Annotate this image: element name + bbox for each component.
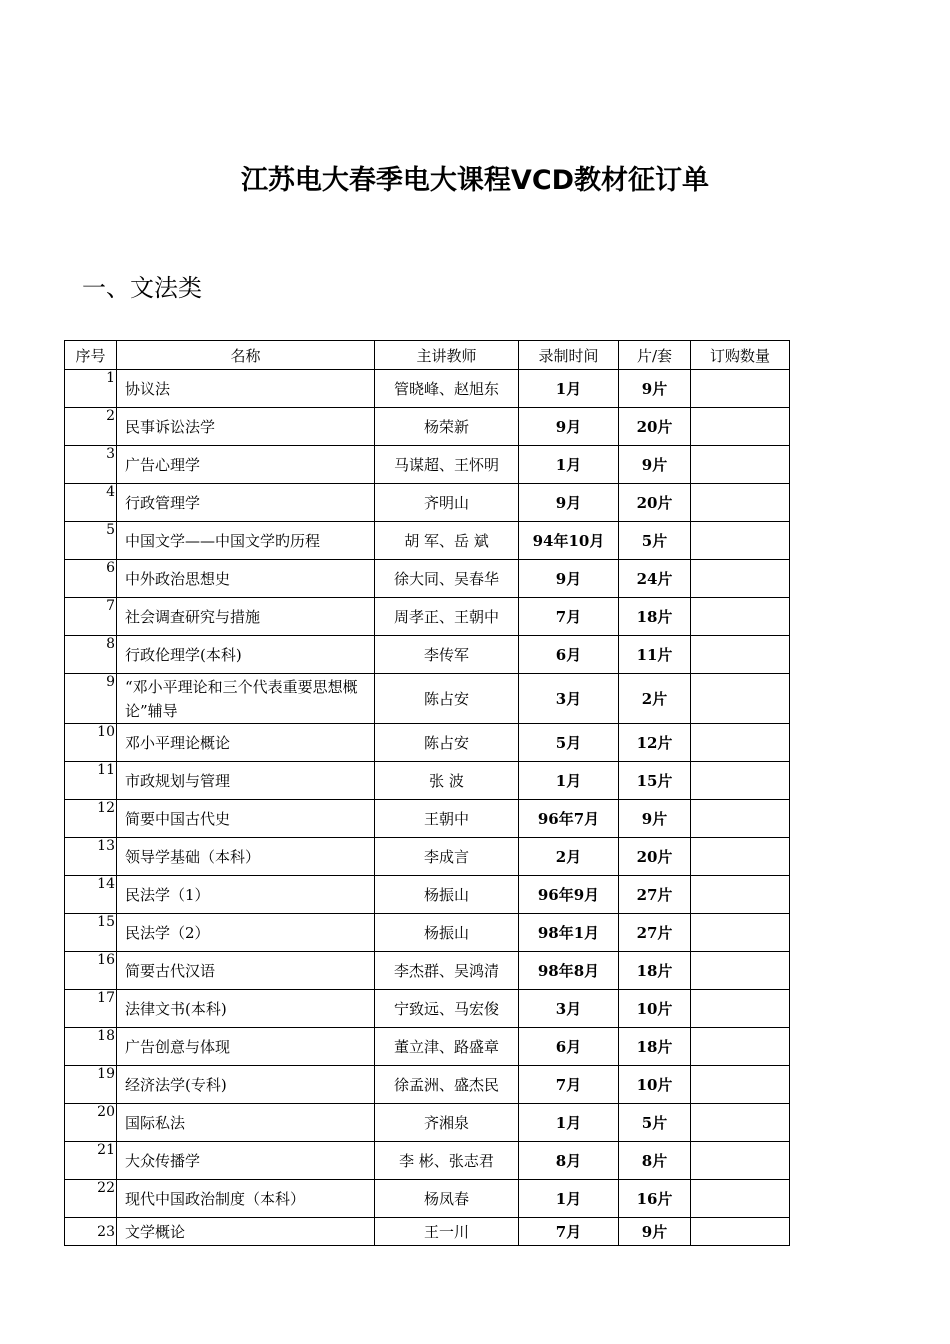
- table-row: [65, 914, 790, 952]
- course-name: 民法学（2）: [117, 914, 375, 952]
- row-number: 9: [65, 674, 117, 724]
- course-name: 社会调查研究与措施: [117, 598, 375, 636]
- table-row: [65, 522, 790, 560]
- course-name: 民事诉讼法学: [117, 408, 375, 446]
- course-name: 广告创意与体现: [117, 1028, 375, 1066]
- course-name: 行政伦理学(本科): [117, 636, 375, 674]
- row-number: 16: [65, 952, 117, 990]
- teacher-name: 杨荣新: [375, 408, 519, 446]
- table-row: [65, 1028, 790, 1066]
- table-row: [65, 724, 790, 762]
- record-date: 6月: [519, 636, 619, 674]
- order-quantity[interactable]: [691, 446, 790, 484]
- row-number: 11: [65, 762, 117, 800]
- page-title: 江苏电大春季电大课程VCD教材征订单: [240, 165, 710, 196]
- row-number: 14: [65, 876, 117, 914]
- teacher-name: 李杰群、吴鸿清: [375, 952, 519, 990]
- record-date: 1月: [519, 1180, 619, 1218]
- disc-count: 10片: [619, 990, 691, 1028]
- table-row: [65, 952, 790, 990]
- course-name: 邓小平理论概论: [117, 724, 375, 762]
- record-date: 3月: [519, 674, 619, 724]
- teacher-name: 杨凤春: [375, 1180, 519, 1218]
- disc-count: 18片: [619, 598, 691, 636]
- table-row: [65, 446, 790, 484]
- order-quantity[interactable]: [691, 990, 790, 1028]
- teacher-name: 杨振山: [375, 914, 519, 952]
- disc-count: 8片: [619, 1142, 691, 1180]
- table-row: [65, 484, 790, 522]
- disc-count: 16片: [619, 1180, 691, 1218]
- teacher-name: 徐大同、吴春华: [375, 560, 519, 598]
- teacher-name: 陈占安: [375, 674, 519, 724]
- teacher-name: 王一川: [375, 1218, 519, 1246]
- table-row: [65, 762, 790, 800]
- disc-count: 15片: [619, 762, 691, 800]
- table-row: [65, 560, 790, 598]
- disc-count: 9片: [619, 800, 691, 838]
- table-row: [65, 1142, 790, 1180]
- disc-count: 18片: [619, 952, 691, 990]
- record-date: 96年9月: [519, 876, 619, 914]
- row-number: 13: [65, 838, 117, 876]
- row-number: 3: [65, 446, 117, 484]
- order-quantity[interactable]: [691, 674, 790, 724]
- order-quantity[interactable]: [691, 1142, 790, 1180]
- course-name: 大众传播学: [117, 1142, 375, 1180]
- teacher-name: 董立津、路盛章: [375, 1028, 519, 1066]
- header-qty: 订购数量: [691, 341, 790, 370]
- order-quantity[interactable]: [691, 1104, 790, 1142]
- order-quantity[interactable]: [691, 1066, 790, 1104]
- teacher-name: 杨振山: [375, 876, 519, 914]
- record-date: 1月: [519, 446, 619, 484]
- header-teacher: 主讲教师: [375, 341, 519, 370]
- record-date: 3月: [519, 990, 619, 1028]
- record-date: 9月: [519, 408, 619, 446]
- record-date: 6月: [519, 1028, 619, 1066]
- disc-count: 9片: [619, 446, 691, 484]
- record-date: 7月: [519, 1066, 619, 1104]
- course-name: 法律文书(本科): [117, 990, 375, 1028]
- header-no: 序号: [65, 341, 117, 370]
- order-quantity[interactable]: [691, 1028, 790, 1066]
- table-row: [65, 408, 790, 446]
- disc-count: 12片: [619, 724, 691, 762]
- record-date: 1月: [519, 1104, 619, 1142]
- table-row: [65, 674, 790, 724]
- row-number: 17: [65, 990, 117, 1028]
- header-date: 录制时间: [519, 341, 619, 370]
- course-name: 国际私法: [117, 1104, 375, 1142]
- record-date: 1月: [519, 370, 619, 408]
- disc-count: 11片: [619, 636, 691, 674]
- teacher-name: 王朝中: [375, 800, 519, 838]
- table-row: [65, 876, 790, 914]
- order-quantity[interactable]: [691, 1218, 790, 1246]
- order-quantity[interactable]: [691, 800, 790, 838]
- record-date: 7月: [519, 598, 619, 636]
- teacher-name: 李 彬、张志君: [375, 1142, 519, 1180]
- row-number: 1: [65, 370, 117, 408]
- course-name: 简要古代汉语: [117, 952, 375, 990]
- row-number: 12: [65, 800, 117, 838]
- disc-count: 24片: [619, 560, 691, 598]
- table-row: [65, 1104, 790, 1142]
- order-table: [64, 340, 790, 1246]
- order-quantity[interactable]: [691, 914, 790, 952]
- record-date: 9月: [519, 484, 619, 522]
- teacher-name: 张 波: [375, 762, 519, 800]
- teacher-name: 齐湘泉: [375, 1104, 519, 1142]
- order-quantity[interactable]: [691, 636, 790, 674]
- teacher-name: 徐孟洲、盛杰民: [375, 1066, 519, 1104]
- record-date: 9月: [519, 560, 619, 598]
- record-date: 8月: [519, 1142, 619, 1180]
- teacher-name: 李成言: [375, 838, 519, 876]
- teacher-name: 胡 军、岳 斌: [375, 522, 519, 560]
- row-number: 10: [65, 724, 117, 762]
- disc-count: 20片: [619, 838, 691, 876]
- course-name: 民法学（1）: [117, 876, 375, 914]
- disc-count: 2片: [619, 674, 691, 724]
- teacher-name: 管晓峰、赵旭东: [375, 370, 519, 408]
- table-header-row: [65, 341, 790, 370]
- order-quantity[interactable]: [691, 838, 790, 876]
- record-date: 7月: [519, 1218, 619, 1246]
- disc-count: 27片: [619, 914, 691, 952]
- row-number: 6: [65, 560, 117, 598]
- teacher-name: 马谋超、王怀明: [375, 446, 519, 484]
- order-quantity[interactable]: [691, 952, 790, 990]
- table-row: [65, 800, 790, 838]
- record-date: 2月: [519, 838, 619, 876]
- table-row: [65, 1066, 790, 1104]
- header-name: 名称: [117, 341, 375, 370]
- teacher-name: 周孝正、王朝中: [375, 598, 519, 636]
- row-number: 19: [65, 1066, 117, 1104]
- row-number: 15: [65, 914, 117, 952]
- disc-count: 20片: [619, 408, 691, 446]
- record-date: 96年7月: [519, 800, 619, 838]
- section-heading: 一、文法类: [82, 274, 202, 302]
- order-quantity[interactable]: [691, 762, 790, 800]
- table-row: [65, 598, 790, 636]
- record-date: 98年8月: [519, 952, 619, 990]
- order-quantity[interactable]: [691, 370, 790, 408]
- record-date: 1月: [519, 762, 619, 800]
- disc-count: 10片: [619, 1066, 691, 1104]
- table-row: [65, 370, 790, 408]
- table-row: [65, 990, 790, 1028]
- teacher-name: 宁致远、马宏俊: [375, 990, 519, 1028]
- row-number: 2: [65, 408, 117, 446]
- course-name: 简要中国古代史: [117, 800, 375, 838]
- order-quantity[interactable]: [691, 484, 790, 522]
- course-name: “邓小平理论和三个代表重要思想概论”辅导: [117, 674, 375, 724]
- disc-count: 20片: [619, 484, 691, 522]
- table-row: [65, 1218, 790, 1246]
- disc-count: 9片: [619, 370, 691, 408]
- order-quantity[interactable]: [691, 408, 790, 446]
- table-row: [65, 636, 790, 674]
- course-name: 经济法学(专科): [117, 1066, 375, 1104]
- row-number: 8: [65, 636, 117, 674]
- row-number: 18: [65, 1028, 117, 1066]
- row-number: 7: [65, 598, 117, 636]
- course-name: 领导学基础（本科）: [117, 838, 375, 876]
- teacher-name: 陈占安: [375, 724, 519, 762]
- table-row: [65, 838, 790, 876]
- course-name: 文学概论: [117, 1218, 375, 1246]
- course-name: 广告心理学: [117, 446, 375, 484]
- teacher-name: 齐明山: [375, 484, 519, 522]
- order-quantity[interactable]: [691, 724, 790, 762]
- course-name: 中外政治思想史: [117, 560, 375, 598]
- course-name: 中国文学——中国文学旳历程: [117, 522, 375, 560]
- course-name: 行政管理学: [117, 484, 375, 522]
- record-date: 94年10月: [519, 522, 619, 560]
- row-number: 22: [65, 1180, 117, 1218]
- disc-count: 18片: [619, 1028, 691, 1066]
- disc-count: 5片: [619, 522, 691, 560]
- table-row: [65, 1180, 790, 1218]
- order-quantity[interactable]: [691, 1180, 790, 1218]
- course-name: 市政规划与管理: [117, 762, 375, 800]
- order-quantity[interactable]: [691, 876, 790, 914]
- order-quantity[interactable]: [691, 522, 790, 560]
- row-number: 23: [65, 1218, 117, 1246]
- row-number: 20: [65, 1104, 117, 1142]
- order-quantity[interactable]: [691, 598, 790, 636]
- disc-count: 5片: [619, 1104, 691, 1142]
- header-discs: 片/套: [619, 341, 691, 370]
- disc-count: 9片: [619, 1218, 691, 1246]
- row-number: 4: [65, 484, 117, 522]
- disc-count: 27片: [619, 876, 691, 914]
- row-number: 21: [65, 1142, 117, 1180]
- order-quantity[interactable]: [691, 560, 790, 598]
- course-name: 现代中国政治制度（本科）: [117, 1180, 375, 1218]
- row-number: 5: [65, 522, 117, 560]
- teacher-name: 李传军: [375, 636, 519, 674]
- record-date: 98年1月: [519, 914, 619, 952]
- course-name: 协议法: [117, 370, 375, 408]
- record-date: 5月: [519, 724, 619, 762]
